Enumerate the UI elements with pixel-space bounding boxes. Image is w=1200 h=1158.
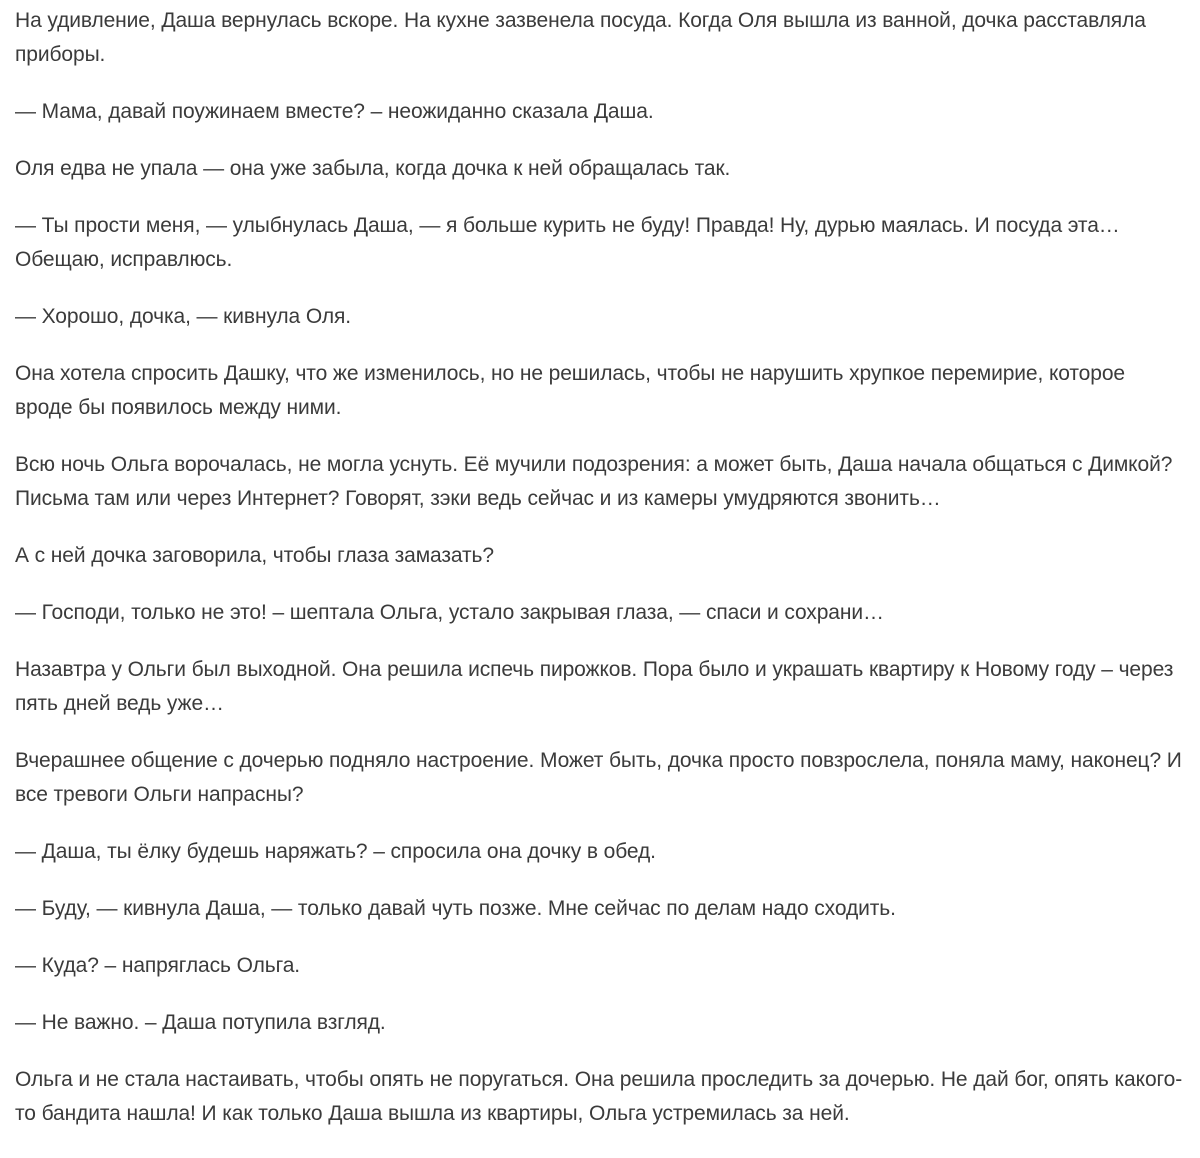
- paragraph: — Мама, давай поужинаем вместе? – неожиданно сказала Даша.: [15, 100, 654, 123]
- paragraph: Она хотела спросить Дашку, что же изменилось, но не решилась, чтобы не нарушить хрупкое перемирие, которое вроде бы появилось между ними.: [15, 362, 1125, 419]
- article-body: [0, 4, 1185, 1131]
- paragraph: — Не важно. – Даша потупила взгляд.: [15, 1011, 386, 1034]
- paragraph: А с ней дочка заговорила, чтобы глаза замазать?: [15, 544, 494, 567]
- paragraph: Ольга и не стала настаивать, чтобы опять не поругаться. Она решила проследить за дочерью. Не дай бог, опять какого-то бандита нашла! И как только Даша вышла из квартиры, Ольга устремилась за ней.: [15, 1068, 1183, 1125]
- paragraph: — Господи, только не это! – шептала Ольга, устало закрывая глаза, — спаси и сохрани…: [15, 601, 884, 624]
- paragraph: — Даша, ты ёлку будешь наряжать? – спросила она дочку в обед.: [15, 840, 656, 863]
- paragraph: — Хорошо, дочка, — кивнула Оля.: [15, 305, 352, 328]
- paragraph: Назавтра у Ольги был выходной. Она решила испечь пирожков. Пора было и украшать квартиру к Новому году – через пять дней ведь уже…: [15, 658, 1174, 715]
- paragraph: Вчерашнее общение с дочерью подняло настроение. Может быть, дочка просто повзрослела, поняла маму, наконец? И все тревоги Ольги напрасны?: [15, 749, 1182, 806]
- paragraph: — Куда? – напряглась Ольга.: [15, 954, 301, 977]
- paragraph: Всю ночь Ольга ворочалась, не могла уснуть. Её мучили подозрения: а может быть, Даша начала общаться с Димкой? Письма там или через Интернет? Говорят, зэки ведь сейчас и из камеры умудряются звонить…: [15, 453, 1173, 510]
- paragraph: — Ты прости меня, — улыбнулась Даша, — я больше курить не буду! Правда! Ну, дурью маялась. И посуда эта… Обещаю, исправлюсь.: [15, 214, 1120, 271]
- paragraph: — Буду, — кивнула Даша, — только давай чуть позже. Мне сейчас по делам надо сходить.: [15, 897, 896, 920]
- paragraph: Оля едва не упала — она уже забыла, когда дочка к ней обращалась так.: [15, 157, 731, 180]
- paragraph: На удивление, Даша вернулась вскоре. На кухне зазвенела посуда. Когда Оля вышла из ванной, дочка расставляла приборы.: [15, 9, 1146, 66]
